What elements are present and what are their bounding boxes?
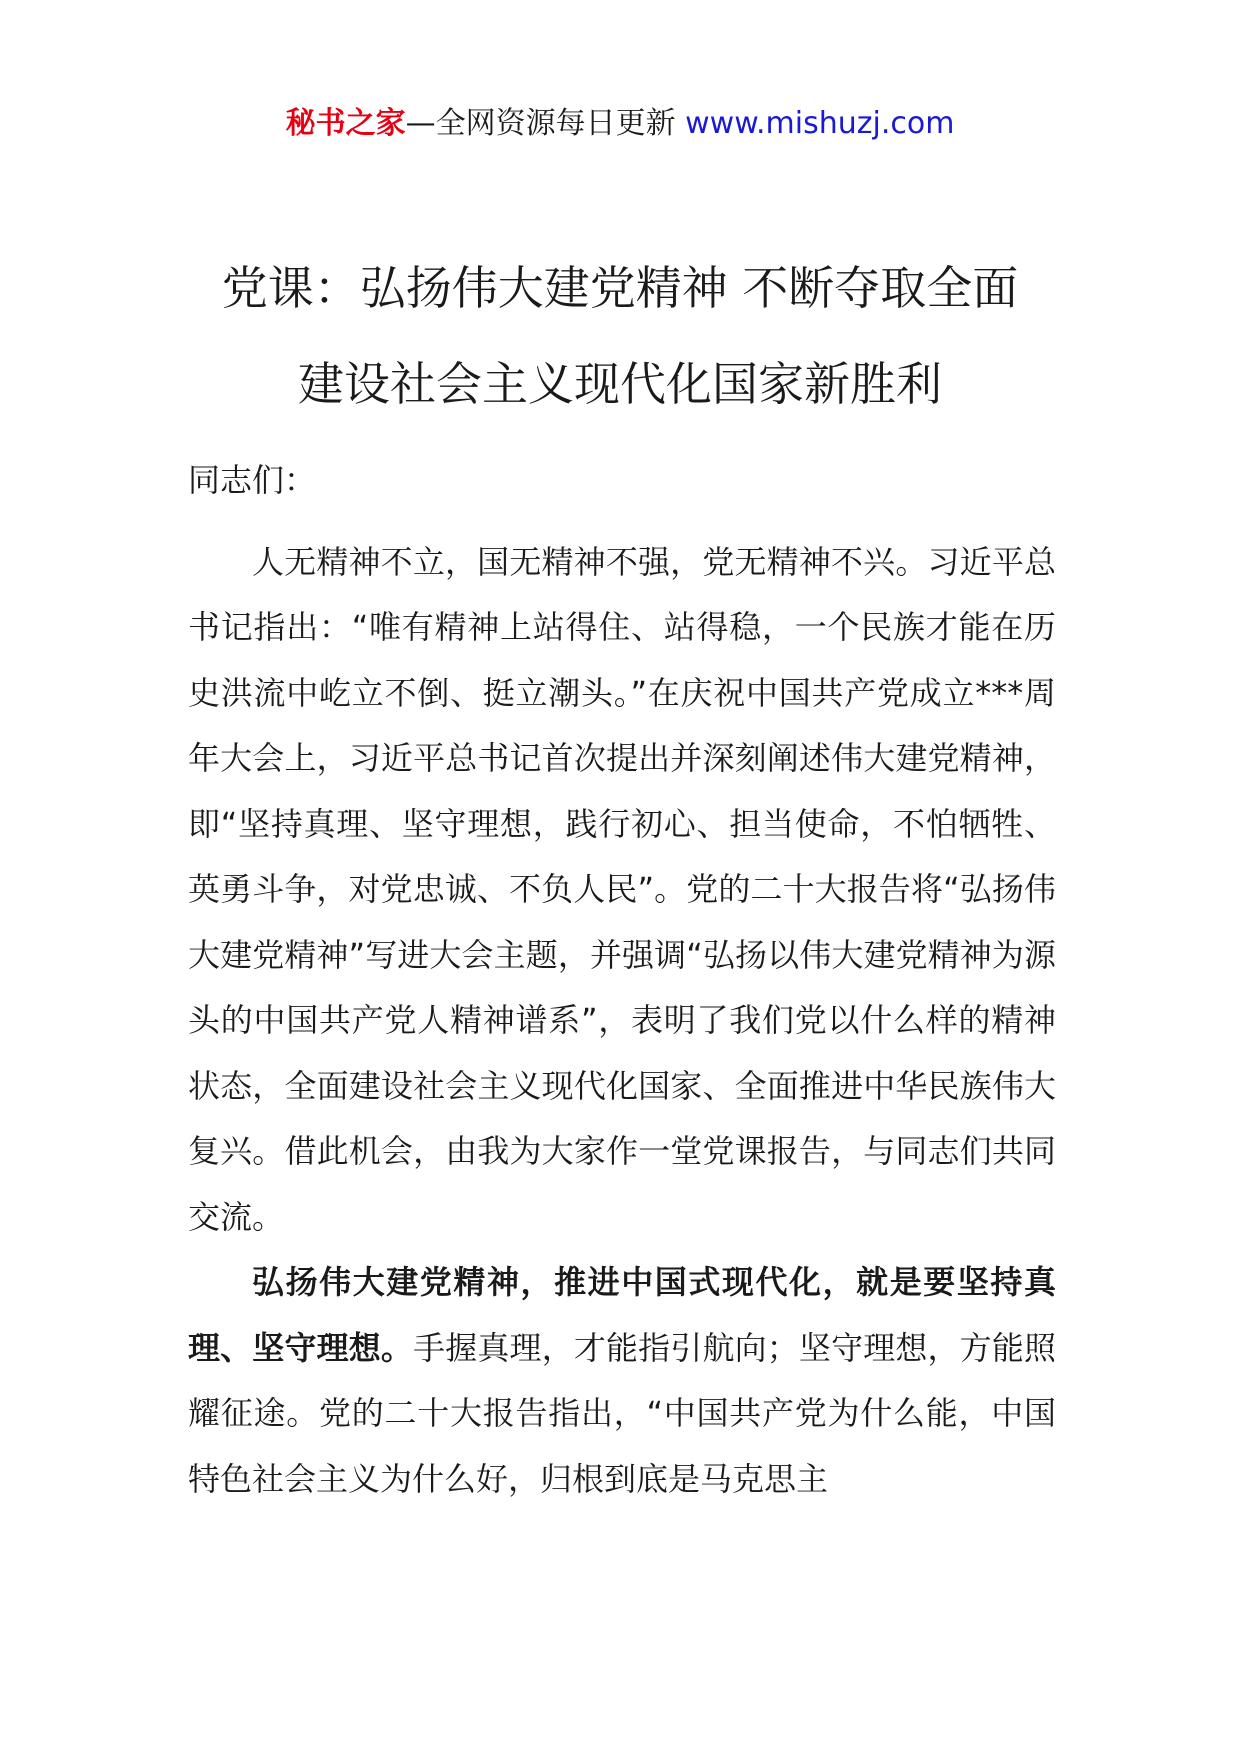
site-url: www.mishuzj.com	[685, 106, 955, 141]
document-body	[188, 448, 1056, 1512]
paragraph-2-text: 手握真理，才能指引航向；坚守理想，方能照耀征途。党的二十大报告指出，“中国共产党为什么能，中国特色社会主义为什么好，归根到底是马克思主	[188, 1328, 1056, 1498]
title-line-2: 建设社会主义现代化国家新胜利	[298, 357, 942, 411]
document-title	[140, 240, 1100, 432]
paragraph-2	[188, 1250, 1056, 1512]
title-line-1: 党课：弘扬伟大建党精神 不断夺取全面	[221, 261, 1019, 315]
brand-name: 秘书之家	[285, 106, 406, 141]
site-header	[0, 102, 1240, 146]
paragraph-1: 人无精神不立，国无精神不强，党无精神不兴。习近平总书记指出：“唯有精神上站得住、站得稳，一个民族才能在历史洪流中屹立不倒、挺立潮头。”在庆祝中国共产党成立***周年大会上，习近平总书记首次提出并深刻阐述伟大建党精神，即“坚持真理、坚守理想，践行初心、担当使命，不怕牺牲、英勇斗争，对党忠诚、不负人民”。党的二十大报告将“弘扬伟大建党精神”写进大会主题，并强调“弘扬以伟大建党精神为源头的中国共产党人精神谱系”，表明了我们党以什么样的精神状态，全面建设社会主义现代化国家、全面推进中华民族伟大复兴。借此机会，由我为大家作一堂党课报告，与同志们共同交流。	[188, 542, 1056, 1236]
paragraph-2-heading: 弘扬伟大建党精神，推进中国式现代化，就是要坚持真理、坚守理想。	[188, 1263, 1056, 1367]
header-slogan: —全网资源每日更新	[405, 106, 686, 141]
greeting: 同志们：	[188, 461, 317, 499]
